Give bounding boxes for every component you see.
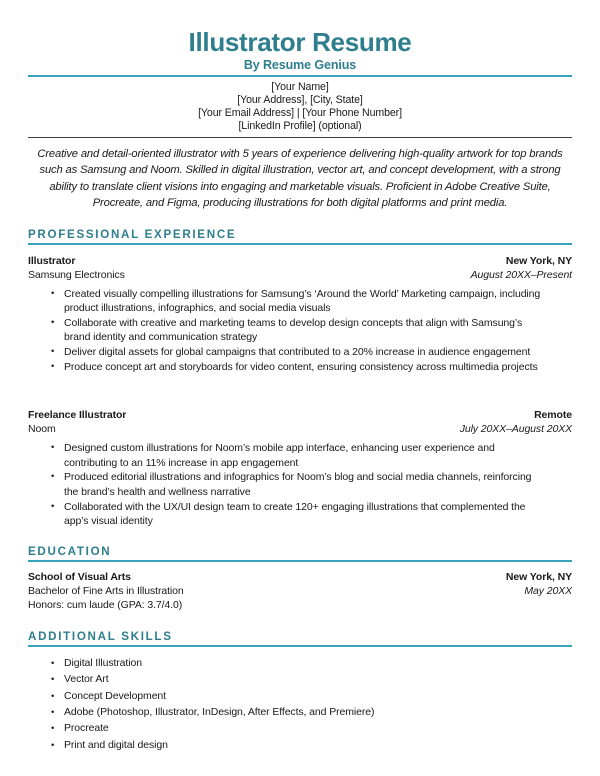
contact-name: [Your Name] (271, 81, 329, 93)
education-school: School of Visual Arts (28, 570, 131, 583)
contact-linkedin: [LinkedIn Profile] (optional) (238, 120, 362, 132)
job-bullet-list (50, 287, 544, 375)
skill-item: • Print and digital design (50, 737, 572, 753)
page-subtitle: By Resume Genius (243, 58, 357, 72)
job-bullet: • Collaborated with the UX/UI design team to create 120+ engaging illustrations that complemented the app’s visual identity (50, 500, 544, 529)
job-dates: August 20XX–Present (470, 268, 572, 281)
section-education (28, 545, 572, 612)
job-title: Freelance Illustrator (28, 409, 127, 422)
skill-item: • Adobe (Photoshop, Illustrator, InDesign, After Effects, and Premiere) (50, 704, 572, 720)
skill-item: • Digital Illustration (50, 655, 572, 671)
skills-list (50, 655, 572, 753)
job-bullet: • Produce concept art and storyboards for video content, ensuring consistency across multimedia projects (50, 360, 544, 375)
job-bullet-list (50, 441, 544, 529)
section-heading-education: EDUCATION (28, 544, 112, 558)
education-location: New York, NY (505, 570, 572, 583)
contact-divider (28, 137, 572, 138)
summary-paragraph: Creative and detail-oriented illustrator with 5 years of experience delivering high-quality artwork for top brands such as Samsung and Noom. Skilled in digital illustration, vector art, and concept development, with a strong ability to translate client visions into engaging and marketable visuals. Proficient in Adobe Creative Suite, Procreate, and Figma, producing illustrations for both digital platforms and print media. (37, 148, 563, 210)
job-header-row (28, 408, 572, 422)
education-date: May 20XX (524, 584, 572, 597)
job-bullet: • Produced editorial illustrations and infographics for Noom’s blog and social media channels, reinforcing the brand’s health and wellness narrative (50, 470, 544, 499)
education-honors-row (28, 598, 572, 612)
section-experience (28, 228, 572, 529)
contact-email-phone: [Your Email Address] | [Your Phone Number] (198, 107, 402, 119)
education-degree-row (28, 584, 572, 598)
contact-block (28, 77, 572, 137)
job-header-row (28, 254, 572, 268)
section-heading-experience: PROFESSIONAL EXPERIENCE (28, 227, 237, 241)
job-location: Remote (534, 409, 572, 422)
job-company: Samsung Electronics (28, 268, 125, 281)
job-location: New York, NY (505, 254, 572, 267)
education-entry (28, 570, 572, 612)
section-divider-skills (28, 645, 572, 647)
job-entry-samsung (28, 254, 572, 375)
job-bullet: • Collaborate with creative and marketing teams to develop design concepts that align with Samsung’s brand identity and communication strategy (50, 316, 544, 345)
education-honors: Honors: cum laude (GPA: 3.7/4.0) (28, 598, 183, 611)
section-divider-education (28, 560, 572, 562)
section-divider-experience (28, 243, 572, 245)
job-subheader-row (28, 268, 572, 282)
section-heading-skills: ADDITIONAL SKILLS (28, 629, 173, 643)
job-bullet: • Created visually compelling illustrations for Samsung’s ‘Around the World’ Marketing campaign, including product illustrations, infographics, and social media visuals (50, 287, 544, 316)
job-entry-noom (28, 408, 572, 529)
page-title: Illustrator Resume (188, 27, 412, 57)
skill-item: • Concept Development (50, 688, 572, 704)
skill-item: • Vector Art (50, 671, 572, 687)
skill-item: • Procreate (50, 720, 572, 736)
education-degree: Bachelor of Fine Arts in Illustration (28, 584, 184, 597)
education-header-row (28, 570, 572, 584)
job-company: Noom (28, 423, 56, 436)
section-skills (28, 630, 572, 753)
contact-address: [Your Address], [City, State] (237, 94, 363, 106)
job-dates: July 20XX–August 20XX (459, 423, 572, 436)
job-title: Illustrator (28, 254, 76, 267)
job-bullet: • Designed custom illustrations for Noom’s mobile app interface, enhancing user experience and contributing to an 11% increase in app engagement (50, 441, 544, 470)
job-subheader-row (28, 422, 572, 436)
job-bullet: • Deliver digital assets for global campaigns that contributed to a 20% increase in audience engagement (50, 345, 544, 360)
